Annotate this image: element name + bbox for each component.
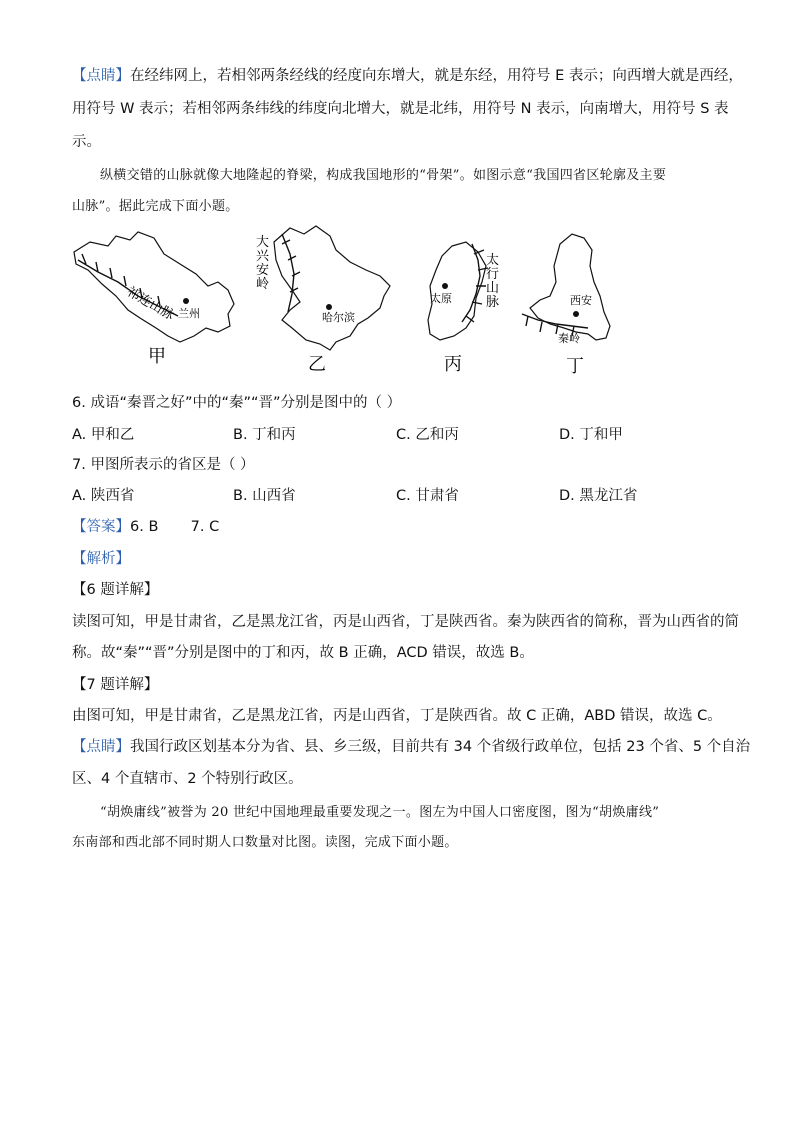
heilongjiang-outline [274,226,390,350]
taihang-label-3: 山 [486,281,500,296]
detail6-line-2: 称。故“秦”“晋”分别是图中的丁和丙，故 B 正确，ACD 错误，故选 B。 [72,645,534,661]
dianjing-paragraph-line-3: 示。 [72,134,101,150]
province-maps-figure [68,224,628,384]
intro-paragraph-line-1: 纵横交错的山脉就像大地隆起的脊梁，构成我国地形的“骨架”。如图示意“我国四省区轮廓及主要 [100,168,667,183]
q6-option-c[interactable]: C. 乙和丙 [396,427,459,443]
lanzhou-dot [183,298,189,304]
dianjing-text: 在经纬网上，若相邻两条经线的经度向东增大，就是东经，用符号 E 表示；向西增大就是西经， [130,68,743,84]
taiyuan-dot [442,283,448,289]
map-yi-caption: 乙 [308,354,326,375]
map-bing [428,242,499,375]
intro2-line-2: 东南部和西北部不同时期人口数量对比图。读图，完成下面小题。 [72,835,458,850]
q7-option-b[interactable]: B. 山西省 [233,488,296,504]
q6-option-b[interactable]: B. 丁和丙 [233,427,296,443]
q6-option-a[interactable]: A. 甲和乙 [72,427,135,443]
dianjing2-line-2: 区、4 个直辖市、2 个特别行政区。 [72,771,303,787]
map-yi [256,226,390,375]
answer-tag: 【答案】 [72,519,130,535]
dianjing2-text: 我国行政区划基本分为省、县、乡三级，目前共有 34 个省级行政单位，包括 23 个省、5 个自治 [130,739,751,755]
taihang-label-1: 太 [486,253,500,268]
detail6-tag: 【6 题详解】 [72,582,159,598]
daxinganling-label-2: 兴 [256,249,270,264]
q6-option-d[interactable]: D. 丁和甲 [559,427,623,443]
intro2-line-1: “胡焕庸线”被誉为 20 世纪中国地理最重要发现之一。图左为中国人口密度图，图为“胡焕庸线” [100,805,660,820]
taihang-label-2: 行 [486,267,500,282]
xian-label: 西安 [570,294,592,307]
harbin-label: 哈尔滨 [322,311,355,324]
answer-text: 6. B 7. C [130,519,220,535]
dianjing2-line-1 [72,735,750,756]
answer-line [72,515,219,536]
map-ding-caption: 丁 [566,356,584,377]
q7-option-d[interactable]: D. 黑龙江省 [559,488,638,504]
dianjing-tag: 【点睛】 [72,68,130,84]
gansu-outline [74,232,234,342]
detail7-line-1: 由图可知，甲是甘肃省，乙是黑龙江省，丙是山西省，丁是陕西省。故 C 正确，ABD 错误，故选 C。 [72,708,722,724]
daxinganling-label-3: 安 [256,263,270,278]
lanzhou-label: 兰州 [178,307,200,320]
map-jia [74,232,234,367]
detail7-tag: 【7 题详解】 [72,677,159,693]
dianjing-paragraph-line-1 [72,64,743,85]
map-ding [522,234,610,377]
xian-dot [573,311,579,317]
dianjing2-tag: 【点睛】 [72,739,130,755]
map-bing-caption: 丙 [444,354,462,375]
intro-paragraph-line-2: 山脉”。据此完成下面小题。 [72,199,239,214]
dianjing-paragraph-line-2: 用符号 W 表示；若相邻两条纬线的纬度向北增大，就是北纬，用符号 N 表示，向南增大，用符号 S 表 [72,101,729,117]
analysis-tag: 【解析】 [72,551,130,567]
map-jia-caption: 甲 [148,346,166,367]
daxinganling-label-4: 岭 [256,277,270,292]
detail6-line-1: 读图可知，甲是甘肃省，乙是黑龙江省，丙是山西省，丁是陕西省。秦为陕西省的简称，晋为山西省的简 [72,614,739,630]
harbin-dot [326,304,332,310]
q7-option-c[interactable]: C. 甘肃省 [396,488,459,504]
taihang-label-4: 脉 [486,295,500,310]
q7-option-a[interactable]: A. 陕西省 [72,488,135,504]
q6-stem: 6. 成语“秦晋之好”中的“秦”“晋”分别是图中的（ ） [72,395,402,411]
daxinganling-label-1: 大 [256,235,270,250]
q7-stem: 7. 甲图所表示的省区是（ ） [72,457,255,473]
taiyuan-label: 太原 [430,292,452,305]
qilian-mountain-label: 祁连山脉 [124,284,177,324]
qinling-label: 秦岭 [558,332,580,345]
